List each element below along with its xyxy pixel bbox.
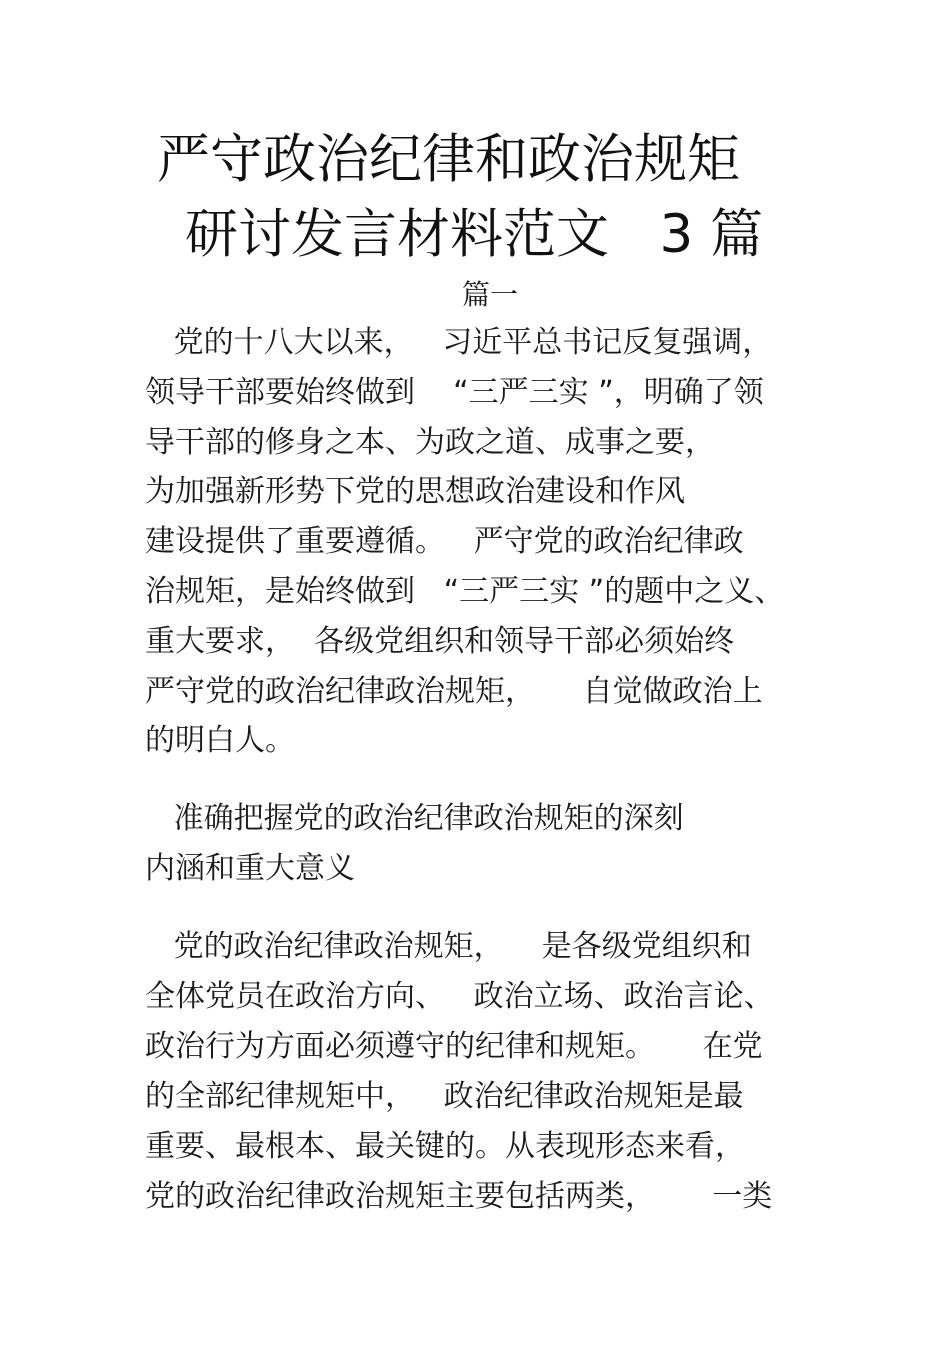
paragraph-line: 治规矩，是始终做到 “三严三实 ”的题中之义、 — [145, 574, 785, 609]
paragraph-line: 党的政治纪律政治规矩主要包括两类， 一类 — [145, 1179, 773, 1214]
paragraph-line: 重大要求， 各级党组织和领导干部必须始终 — [145, 624, 735, 659]
paragraph-line: 的明白人。 — [145, 723, 295, 758]
section-label: 篇一 — [462, 278, 519, 311]
paragraph-line: 党的十八大以来， 习近平总书记反复强调， — [145, 325, 773, 360]
paragraph-line: 严守党的政治纪律政治规矩， 自觉做政治上 — [145, 674, 763, 709]
paragraph-line: 的全部纪律规矩中， 政治纪律政治规矩是最 — [145, 1079, 744, 1114]
paragraph-line: 为加强新形势下党的思想政治建设和作风 — [145, 474, 685, 509]
section-heading-line: 内涵和重大意义 — [145, 851, 355, 886]
paragraph-line: 建设提供了重要遵循。 严守党的政治纪律政 — [145, 524, 744, 559]
paragraph-line: 党的政治纪律政治规矩， 是各级党组织和 — [145, 929, 752, 964]
section-heading-line: 准确把握党的政治纪律政治规矩的深刻 — [145, 801, 684, 836]
paragraph-line: 重要、最根本、最关键的。从表现形态来看， — [145, 1129, 745, 1164]
document-title-line-2: 研讨发言材料范文 3 篇 — [185, 204, 764, 265]
document-title-line-1: 严守政治纪律和政治规矩 — [157, 129, 740, 190]
paragraph-line: 导干部的修身之本、为政之道、成事之要， — [145, 425, 715, 460]
paragraph-line: 全体党员在政治方向、 政治立场、政治言论、 — [145, 979, 774, 1014]
paragraph-line: 领导干部要始终做到 “三严三实 ”，明确了领 — [145, 375, 764, 410]
paragraph-line: 政治行为方面必须遵守的纪律和规矩。 在党 — [145, 1029, 763, 1064]
